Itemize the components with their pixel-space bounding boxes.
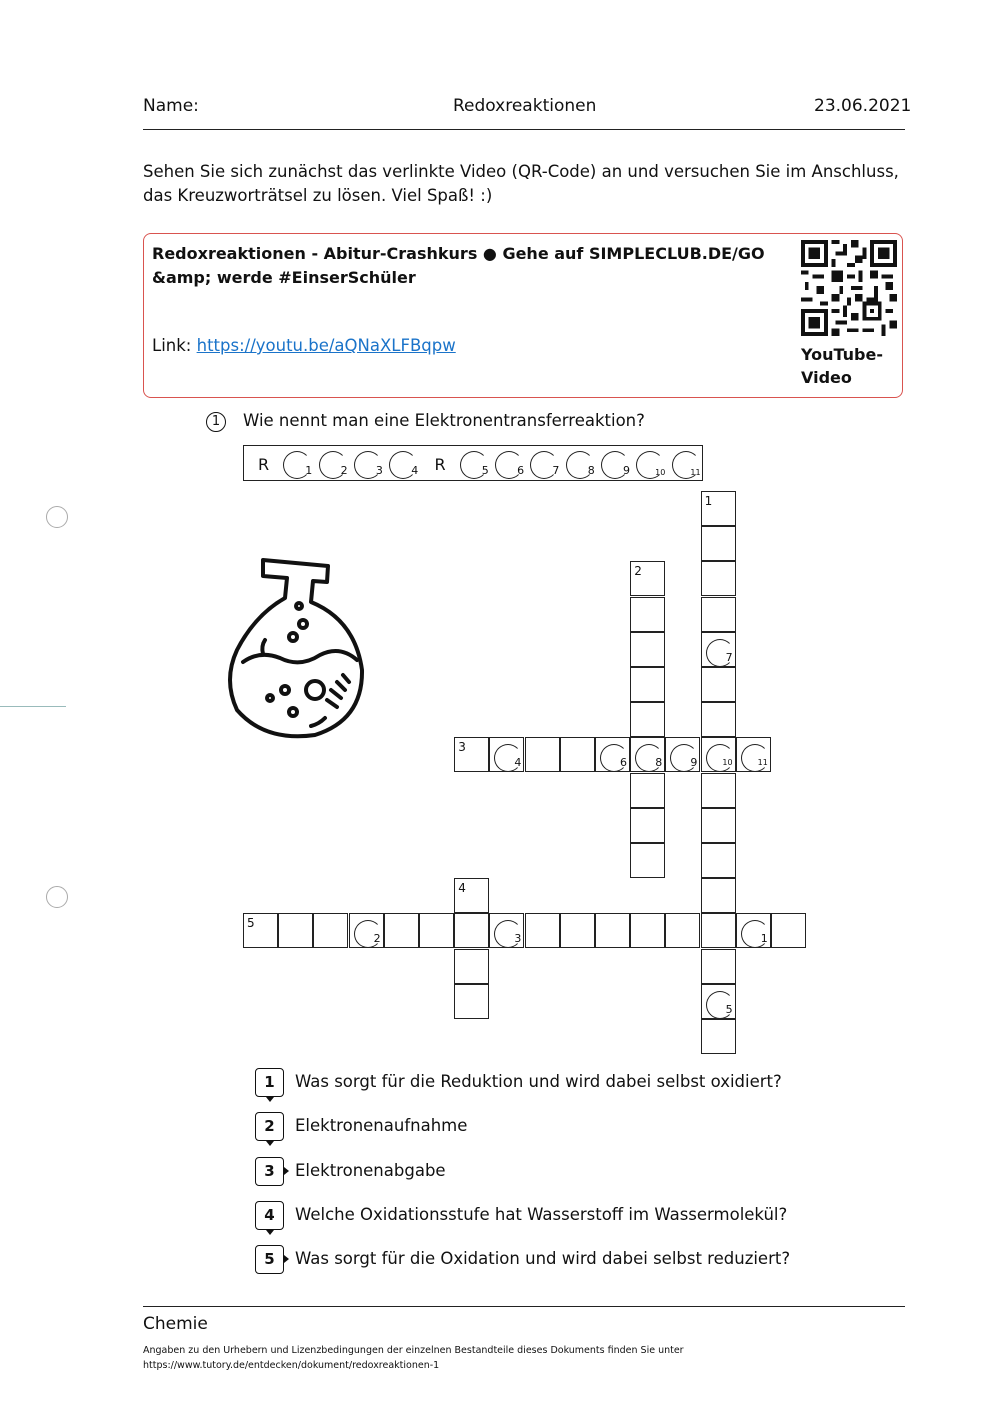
clue-number-label: 5	[247, 916, 255, 931]
answer-slot[interactable]	[279, 446, 314, 480]
solution-letter-number: 2	[373, 932, 381, 946]
crossword-cell[interactable]	[560, 737, 595, 772]
answer-slot-number: 5	[481, 464, 489, 477]
crossword-cell[interactable]	[454, 878, 489, 913]
crossword-cell[interactable]	[771, 913, 806, 948]
arrow-right-icon	[284, 1255, 289, 1263]
name-label: Name:	[143, 96, 199, 116]
clue-number-label: 2	[634, 564, 642, 579]
crossword-cell[interactable]	[630, 702, 665, 737]
answer-slot-number: 8	[587, 464, 595, 477]
flask-icon	[225, 550, 370, 745]
question-text: Wie nennt man eine Elektronentransferreaktion?	[243, 411, 645, 430]
arrow-down-icon	[266, 1097, 274, 1102]
solution-letter-number: 10	[722, 758, 733, 768]
answer-slot-number: 7	[552, 464, 560, 477]
crossword-cell[interactable]	[665, 913, 700, 948]
question-number: 1	[206, 412, 226, 432]
clue-text: Elektronenabgabe	[295, 1161, 446, 1180]
clue-text: Elektronenaufnahme	[295, 1116, 468, 1135]
footer-license-url[interactable]: https://www.tutory.de/entdecken/dokument/redoxreaktionen-1	[143, 1360, 440, 1371]
clue-badge	[255, 1201, 284, 1230]
answer-slot[interactable]	[632, 446, 667, 480]
crossword-cell[interactable]	[701, 878, 736, 913]
crossword-cell[interactable]	[701, 913, 736, 948]
crossword-cell[interactable]	[454, 949, 489, 984]
answer-slot[interactable]	[315, 446, 350, 480]
answer-slot-number: 10	[655, 468, 666, 477]
answer-slot-number: 11	[690, 468, 701, 477]
clue-badge-number: 5	[264, 1250, 275, 1268]
crossword-cell[interactable]	[489, 737, 524, 772]
crossword-cell[interactable]	[630, 597, 665, 632]
solution-letter-number: 6	[620, 756, 627, 770]
answer-slot[interactable]	[244, 446, 279, 480]
crossword-cell[interactable]	[384, 913, 419, 948]
footer-subject: Chemie	[143, 1314, 208, 1334]
answer-slot[interactable]	[491, 446, 526, 480]
document-date: 23.06.2021	[814, 96, 912, 116]
punch-hole-bottom	[46, 886, 68, 908]
clue-badge	[255, 1068, 284, 1097]
crossword-cell[interactable]	[701, 632, 736, 667]
footer-license	[143, 1343, 843, 1373]
solution-letter-number: 9	[690, 756, 698, 770]
crossword-cell[interactable]	[630, 843, 665, 878]
clue-badge-number: 2	[264, 1117, 275, 1135]
crossword-cell[interactable]	[595, 913, 630, 948]
solution-letter-number: 3	[514, 932, 522, 946]
crossword-cell[interactable]	[701, 667, 736, 702]
crossword-cell[interactable]	[701, 808, 736, 843]
crossword-cell[interactable]	[701, 561, 736, 596]
arrow-right-icon	[284, 1167, 289, 1175]
crossword-cell[interactable]	[736, 737, 771, 772]
crossword-cell[interactable]	[701, 1019, 736, 1054]
clue-badge	[255, 1112, 284, 1141]
crossword-cell[interactable]	[630, 773, 665, 808]
answer-slot-letter: R	[258, 455, 270, 474]
solution-letter-number: 7	[725, 650, 733, 664]
crossword-cell[interactable]	[665, 737, 700, 772]
arrow-down-icon	[266, 1230, 274, 1235]
crossword-cell[interactable]	[313, 913, 348, 948]
punch-hole-top	[46, 506, 68, 528]
qr-code-icon[interactable]	[801, 240, 897, 336]
crossword-cell[interactable]	[701, 949, 736, 984]
clue-badge-number: 1	[264, 1073, 275, 1091]
clue-badge	[255, 1245, 284, 1274]
crossword-cell[interactable]	[454, 913, 489, 948]
answer-slot-number: 1	[305, 464, 313, 477]
crossword-cell[interactable]	[489, 913, 524, 948]
solution-letter-number: 11	[757, 758, 768, 768]
crossword-cell[interactable]	[630, 632, 665, 667]
footer-license-text: Angaben zu den Urhebern und Lizenzbedingungen der einzelnen Bestandteile dieses Dokuments finden Sie unter	[143, 1345, 684, 1356]
clue-badge	[255, 1157, 284, 1186]
clue-number-label: 3	[458, 740, 466, 755]
answer-slot[interactable]	[385, 446, 420, 480]
answer-slot-number: 2	[340, 464, 348, 477]
crossword-cell[interactable]	[525, 737, 560, 772]
video-title: Redoxreaktionen - Abitur-Crashkurs ● Gehe auf SIMPLECLUB.DE/GO &amp; werde #EinserSchüler	[152, 244, 765, 287]
answer-slot[interactable]	[526, 446, 561, 480]
crossword-cell[interactable]	[630, 913, 665, 948]
crossword-cell[interactable]	[278, 913, 313, 948]
answer-slot[interactable]	[350, 446, 385, 480]
clue-text: Was sorgt für die Oxidation und wird dabei selbst reduziert?	[295, 1249, 791, 1268]
answer-slot[interactable]	[668, 446, 703, 480]
solution-letter-number: 5	[725, 1002, 733, 1016]
crossword-cell[interactable]	[701, 526, 736, 561]
crossword-cell[interactable]	[701, 984, 736, 1019]
crossword-cell[interactable]	[560, 913, 595, 948]
clue-text: Was sorgt für die Reduktion und wird dabei selbst oxidiert?	[295, 1072, 782, 1091]
clue-text: Welche Oxidationsstufe hat Wasserstoff im Wassermolekül?	[295, 1205, 788, 1224]
answer-slot-number: 4	[411, 464, 419, 477]
crossword-cell[interactable]	[630, 667, 665, 702]
answer-slot[interactable]	[562, 446, 597, 480]
document-title: Redoxreaktionen	[453, 96, 597, 116]
crossword-cell[interactable]	[701, 773, 736, 808]
clue-number-label: 1	[704, 494, 713, 508]
answer-slot-number: 9	[623, 464, 630, 477]
video-link[interactable]: https://youtu.be/aQNaXLFBqpw	[196, 336, 456, 355]
solution-letter-number: 4	[514, 756, 522, 770]
crossword-cell[interactable]	[419, 913, 454, 948]
solution-letter-number: 8	[655, 756, 663, 770]
crossword-cell[interactable]	[349, 913, 384, 948]
video-link-label: Link:	[152, 336, 192, 355]
clue-badge-number: 4	[264, 1206, 275, 1224]
crossword-cell[interactable]	[243, 913, 278, 948]
crossword-cell[interactable]	[595, 737, 630, 772]
answer-slot-number: 6	[517, 464, 525, 477]
crossword-cell[interactable]	[701, 491, 736, 526]
crossword-cell[interactable]	[630, 737, 665, 772]
answer-slot-number: 3	[375, 464, 383, 477]
crossword-cell[interactable]	[701, 737, 736, 772]
crossword-cell[interactable]	[525, 913, 560, 948]
fold-mark	[0, 706, 66, 707]
solution-letter-number: 1	[760, 932, 768, 946]
crossword-cell[interactable]	[630, 561, 665, 596]
intro-text: Sehen Sie sich zunächst das verlinkte Video (QR-Code) an und versuchen Sie im Anschluss, das Kreuzworträtsel zu lösen. Viel Spaß! :)	[143, 162, 899, 205]
footer-rule	[143, 1306, 905, 1307]
answer-slot-letter: R	[434, 455, 446, 474]
answer-slot[interactable]	[421, 446, 456, 480]
crossword-cell[interactable]	[701, 597, 736, 632]
crossword-cell[interactable]	[701, 843, 736, 878]
header-rule	[143, 129, 905, 130]
crossword-cell[interactable]	[701, 702, 736, 737]
crossword-cell[interactable]	[454, 984, 489, 1019]
arrow-down-icon	[266, 1141, 274, 1146]
crossword-cell[interactable]	[630, 808, 665, 843]
clue-badge-number: 3	[264, 1162, 275, 1180]
answer-slot[interactable]	[597, 446, 632, 480]
crossword-cell[interactable]	[736, 913, 771, 948]
crossword-cell[interactable]	[454, 737, 489, 772]
qr-caption: YouTube-Video	[801, 345, 883, 387]
clue-number-label: 4	[458, 881, 466, 896]
video-link-row	[152, 336, 456, 355]
answer-slot[interactable]	[456, 446, 491, 480]
